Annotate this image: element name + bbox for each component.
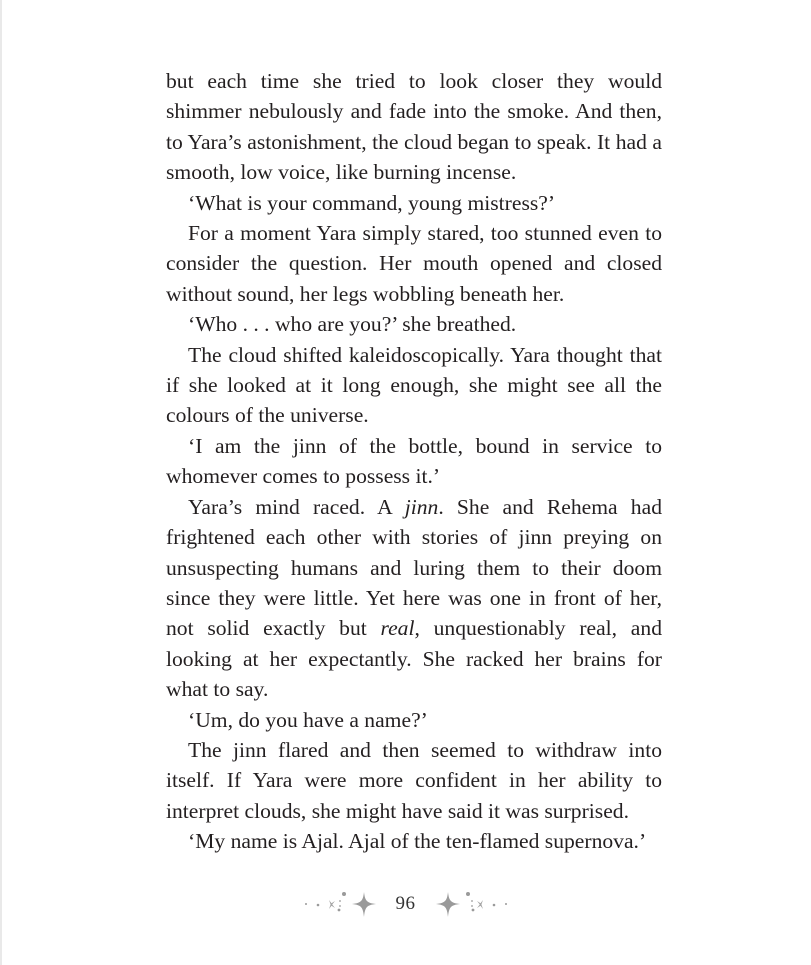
paragraph-text: The cloud shifted kaleidoscopically. Yara thought that if she looked at it long enough, she might see all the colours of the universe. <box>166 342 662 428</box>
paragraph-text: The jinn flared and then seemed to withdraw into itself. If Yara were more confident in her ability to interpret clouds, she might have said it was surprised. <box>166 737 662 823</box>
paragraph-text: , unquestionably real, and looking at her expectantly. She racked her brains for what to say. <box>166 616 662 702</box>
paragraph <box>166 705 662 735</box>
paragraph <box>166 492 662 705</box>
paragraph-text: For a moment Yara simply stared, too stunned even to consider the question. Her mouth opened and closed without sound, her legs wobbling beneath her. <box>166 221 662 306</box>
paragraph-text: ‘My name is Ajal. Ajal of the ten-flamed supernova.’ <box>188 829 647 854</box>
paragraph <box>166 431 662 492</box>
paragraph-text: but each time she tried to look closer they would shimmer nebulously and fade into the smoke. And then, to Yara’s astonishment, the cloud began to speak. It had a smooth, low voice, like burning incense. <box>166 69 662 185</box>
page-number: 96 <box>395 893 416 914</box>
italic-word: jinn <box>404 494 439 519</box>
page-edge <box>0 0 2 965</box>
paragraph <box>166 218 662 309</box>
paragraph-text: ‘I am the jinn of the bottle, bound in service to whomever comes to possess it.’ <box>166 433 662 489</box>
paragraph-text: ‘Who . . . who are you?’ she breathed. <box>188 312 517 337</box>
paragraph <box>166 340 662 431</box>
paragraph-text: ‘What is your command, young mistress?’ <box>188 190 556 215</box>
paragraph <box>166 735 662 826</box>
book-text <box>166 66 662 857</box>
paragraph-text: ‘Um, do you have a name?’ <box>188 707 428 732</box>
paragraph-text: Yara’s mind raced. A <box>188 494 405 519</box>
sparkle-ornament-right-icon <box>430 888 510 920</box>
paragraph <box>166 309 662 339</box>
paragraph-text: . She and Rehema had frightened each other with stories of jinn preying on unsuspecting humans and luring them to their doom since they were little. Yet here was one in front of her, not solid exactly but <box>166 494 662 641</box>
paragraph <box>166 826 662 856</box>
paragraph <box>166 66 662 188</box>
page-footer <box>0 888 811 920</box>
italic-word: real <box>380 616 415 641</box>
sparkle-ornament-left-icon <box>302 888 382 920</box>
paragraph <box>166 188 662 218</box>
